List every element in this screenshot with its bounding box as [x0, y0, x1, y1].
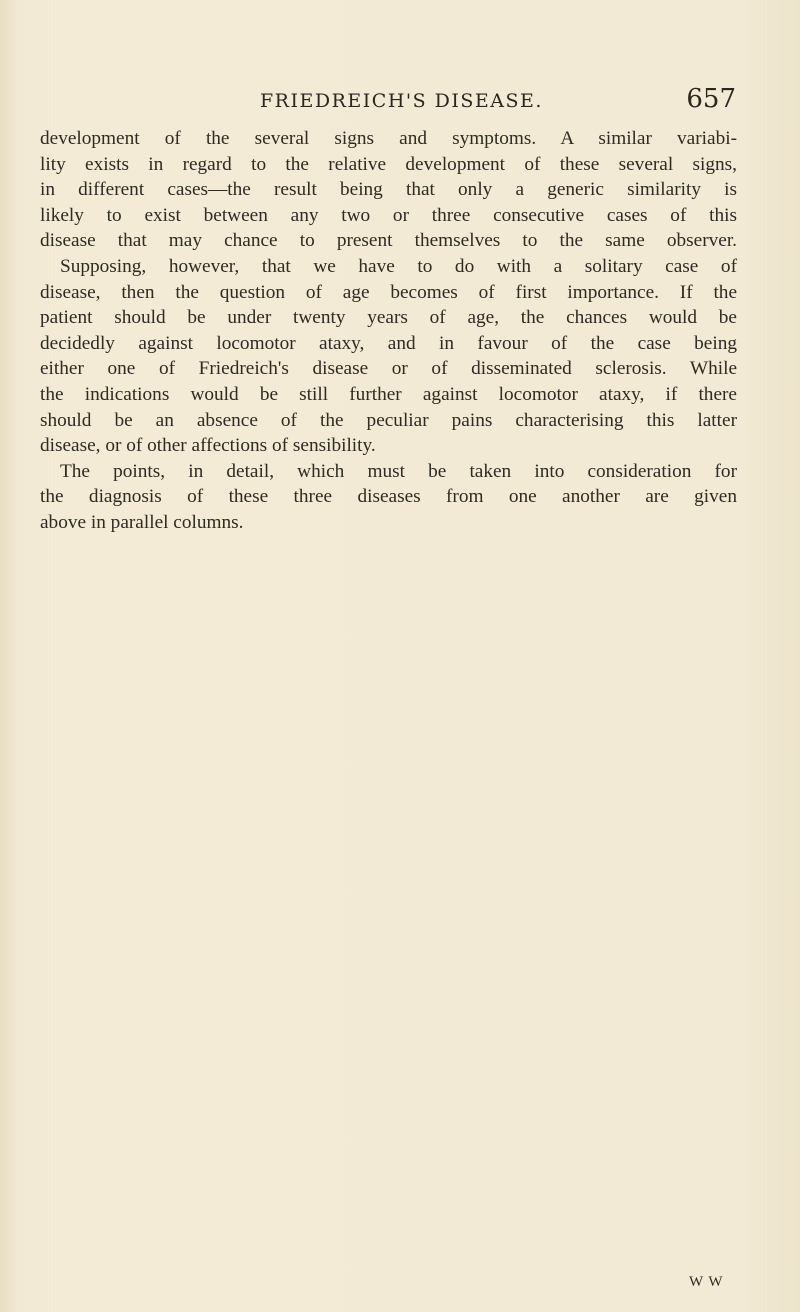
text-line: the diagnosis of these three diseases from one another are given	[40, 486, 737, 508]
text-line: disease that may chance to present themselves to the same observer.	[40, 230, 737, 252]
page-number: 657	[686, 84, 736, 114]
signature-mark: W W	[689, 1274, 724, 1290]
text-line: likely to exist between any two or three consecutive cases of this	[40, 204, 737, 226]
text-line: lity exists in regard to the relative development of these several signs,	[40, 153, 737, 175]
running-head: FRIEDREICH'S DISEASE.	[260, 90, 543, 112]
text-line: either one of Friedreich's disease or of disseminated sclerosis. While	[40, 358, 737, 380]
text-line: disease, or of other affections of sensibility.	[40, 435, 376, 457]
text-line: in different cases—the result being that only a generic similarity is	[40, 179, 737, 201]
text-line: Supposing, however, that we have to do with a solitary case of	[60, 255, 737, 277]
text-line: should be an absence of the peculiar pains characterising this latter	[40, 409, 737, 431]
paragraph-2	[40, 254, 737, 459]
page-header	[40, 84, 736, 118]
text-line: disease, then the question of age becomes of first importance. If the	[40, 281, 737, 303]
text-line: The points, in detail, which must be taken into consideration for	[60, 460, 737, 482]
text-line: the indications would be still further against locomotor ataxy, if there	[40, 383, 737, 405]
text-line: decidedly against locomotor ataxy, and in favour of the case being	[40, 332, 737, 354]
text-line: above in parallel columns.	[40, 511, 244, 533]
text-line: patient should be under twenty years of age, the chances would be	[40, 307, 737, 329]
paragraph-3	[40, 459, 737, 536]
text-line: development of the several signs and symptoms. A similar variabi-	[40, 128, 737, 149]
paragraph-1	[40, 126, 737, 254]
body-text	[40, 126, 737, 536]
